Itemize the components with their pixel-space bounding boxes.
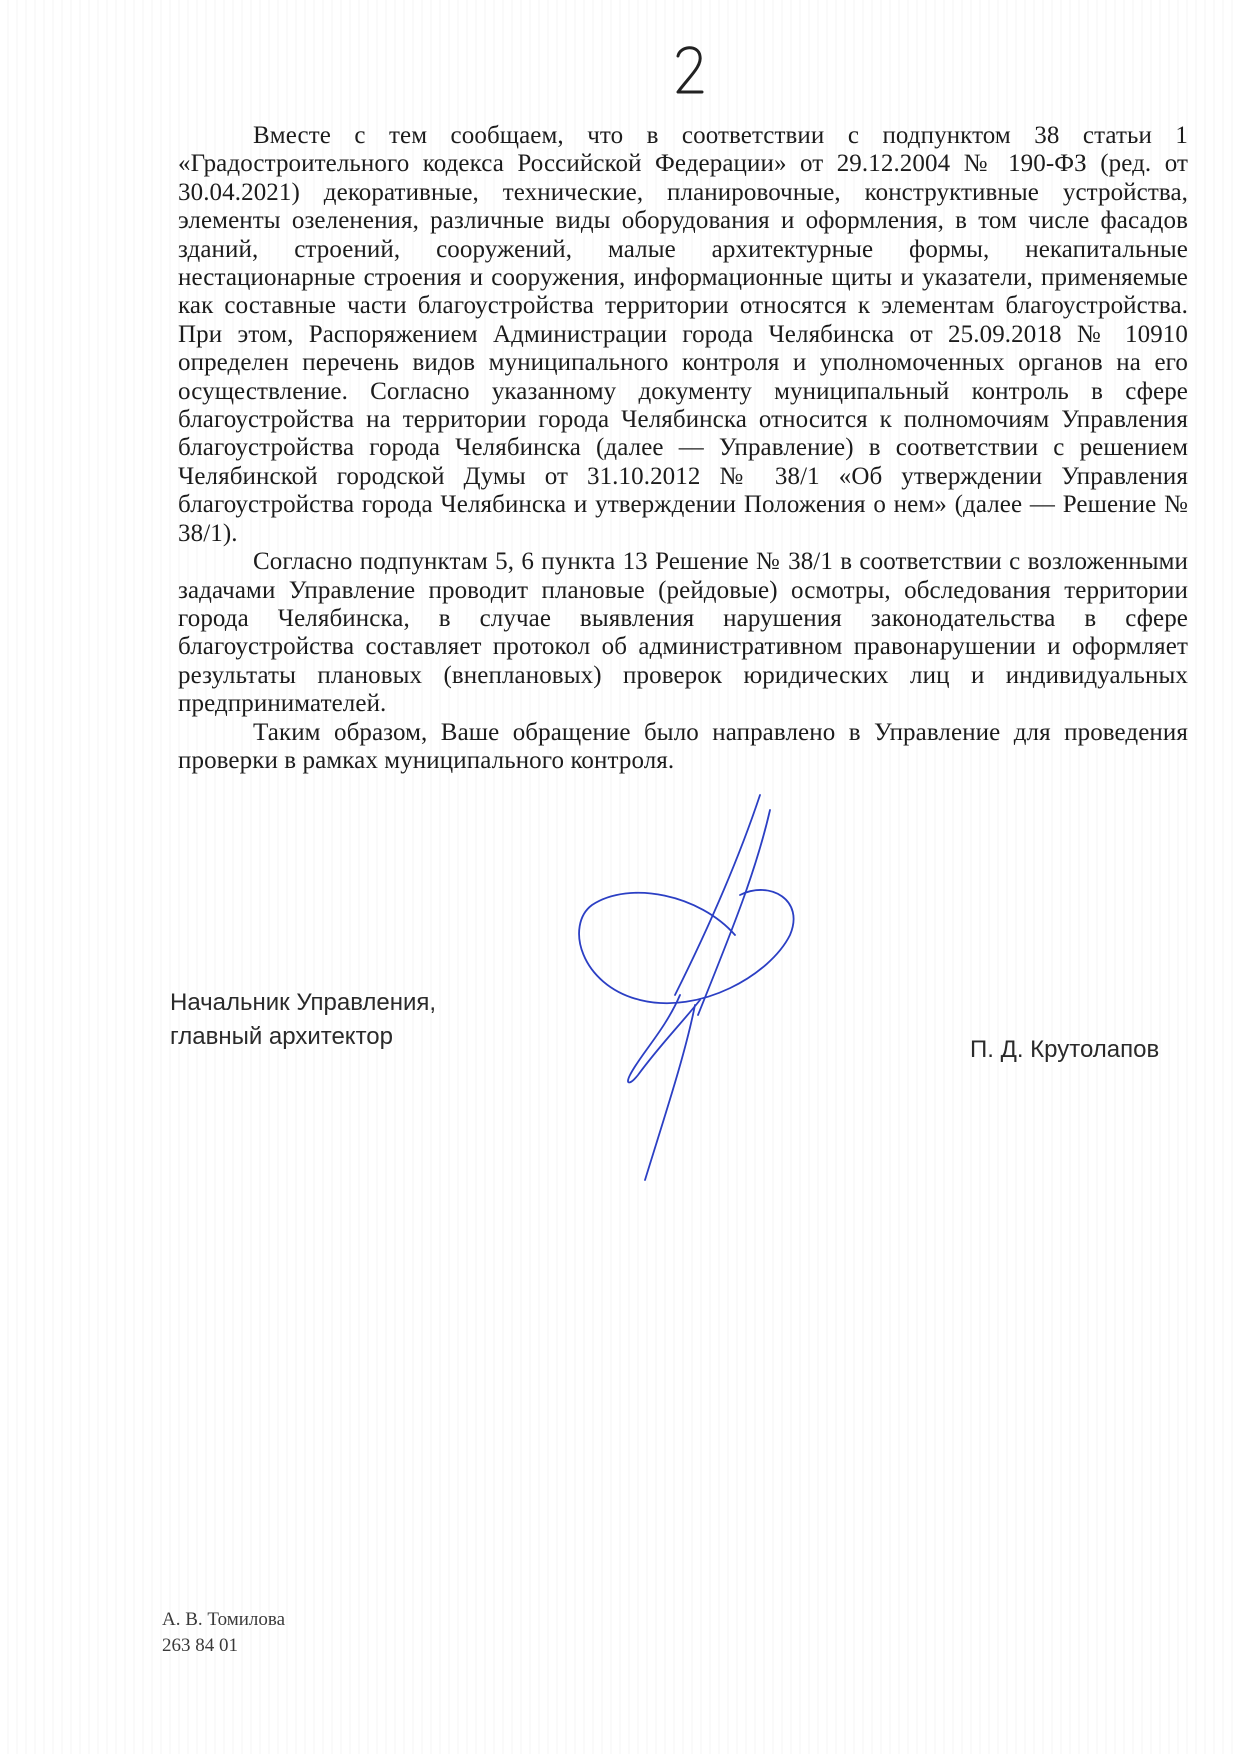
letter-body — [178, 122, 1188, 775]
handwritten-signature — [570, 785, 840, 1185]
paragraph-1: Вместе с тем сообщаем, что в соответствии с подпунктом 38 статьи 1 «Градостроительного кодекса Российской Федерации» от 29.12.2004 № 190-ФЗ (ред. от 30.04.2021) декоративные, технические, планировочные, конструктивные устройства, элементы озеленения, различные виды оборудования и оформления, в том числе фасадов зданий, строений, сооружений, малые архитектурные формы, некапитальные нестационарные строения и сооружения, информационные щиты и указатели, применяемые как составные части благоустройства территории относятся к элементам благоустройства. При этом, Распоряжением Администрации города Челябинска от 25.09.2018 № 10910 определен перечень видов муниципального контроля и уполномоченных органов на его осуществление. Согласно указанному документу муниципальный контроль в сфере благоустройства на территории города Челябинска относится к полномочиям Управления благоустройства города Челябинска (далее — Управление) в соответствии с решением Челябинской городской Думы от 31.10.2012 № 38/1 «Об утверждении Управления благоустройства города Челябинска и утверждении Положения о нем» (далее — Решение № 38/1). — [178, 122, 1188, 547]
executor-name: А. В. Томилова — [162, 1609, 286, 1630]
signatory-position — [170, 986, 436, 1054]
paragraph-2: Согласно подпунктам 5, 6 пункта 13 Решение № 38/1 в соответствии с возложенными задачами Управление проводит плановые (рейдовые) осмотры, обследования территории города Челябинска, в случае выявления нарушения законодательства в сфере благоустройства составляет протокол об административном правонарушении и оформляет результаты плановых (внеплановых) проверок юридических лиц и индивидуальных предпринимателей. — [178, 548, 1188, 718]
executor-phone: 263 84 01 — [162, 1635, 238, 1656]
executor-info — [162, 1607, 285, 1659]
signatory-name: П. Д. Крутолапов — [970, 1036, 1160, 1063]
signatory-title-line2: главный архитектор — [170, 1023, 393, 1050]
paragraph-3: Таким образом, Ваше обращение было направлено в Управление для проведения проверки в рамках муниципального контроля. — [178, 718, 1188, 774]
signatory-title-line1: Начальник Управления, — [170, 989, 437, 1016]
page-number-handwritten — [670, 42, 710, 98]
